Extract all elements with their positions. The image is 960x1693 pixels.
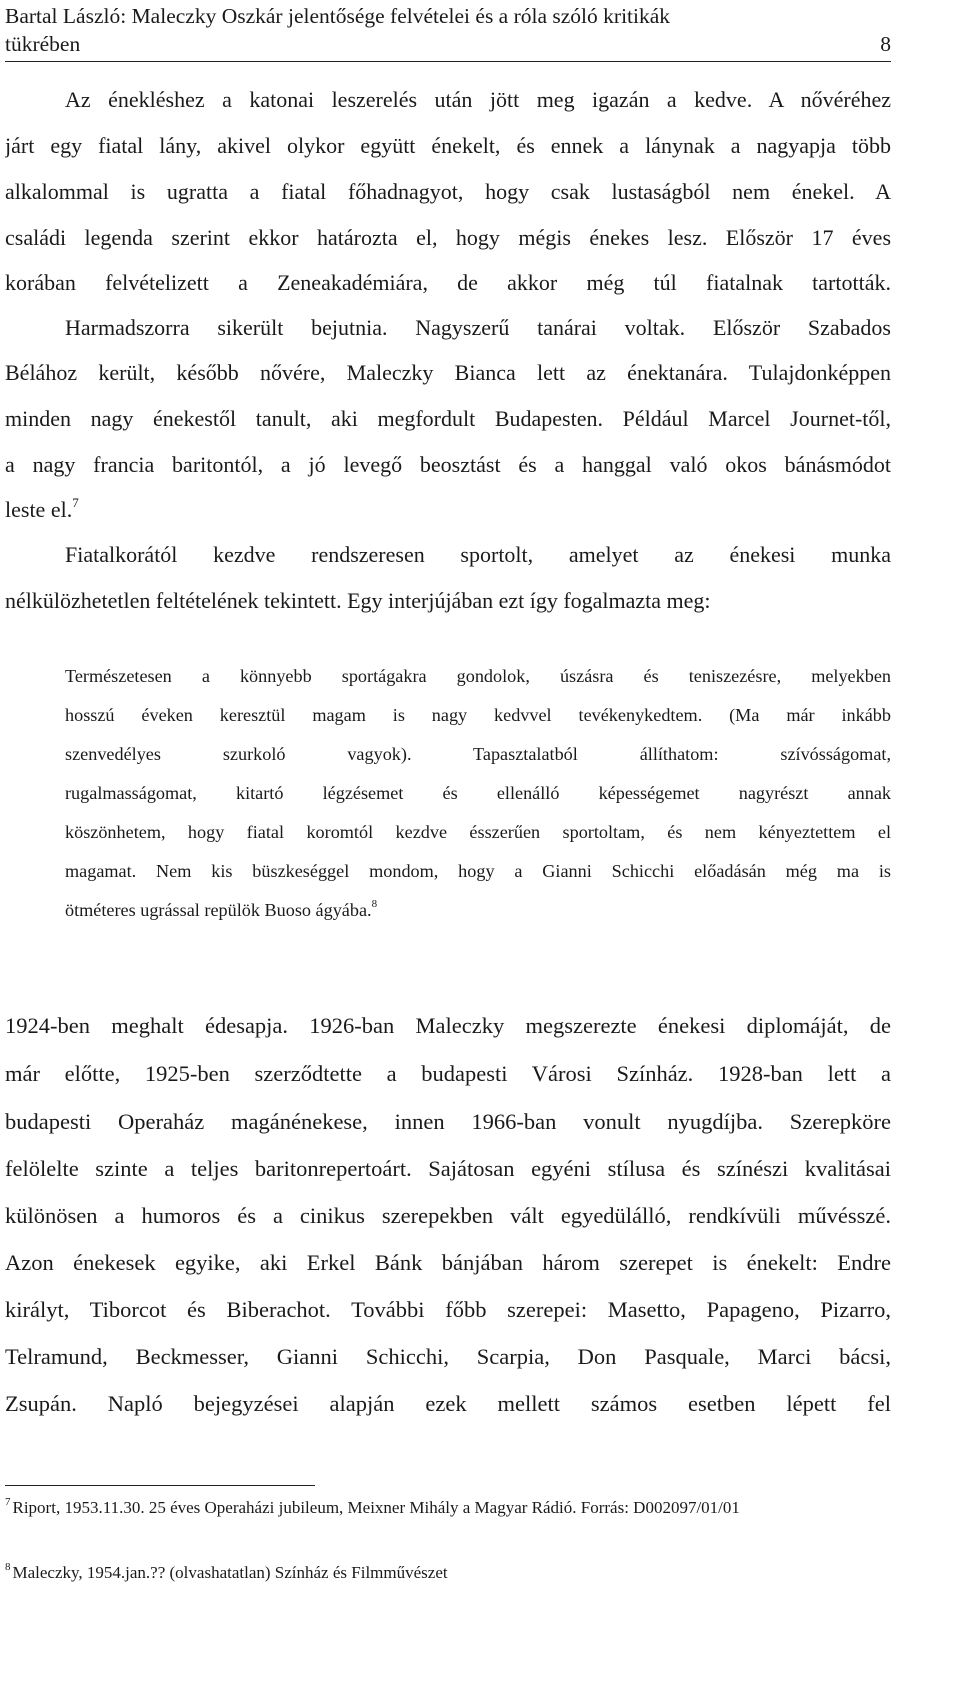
quote-line: köszönhetem, hogy fiatal koromtól kezdve ésszerűen sportoltam, és nem kényeztettem el	[65, 822, 891, 842]
quote-line-content: ötméteres ugrással repülök Buoso ágyába.	[65, 900, 372, 920]
footnote-separator	[5, 1485, 315, 1486]
footnote-text: Maleczky, 1954.jan.?? (olvashatatlan) Színház és Filmművészet	[12, 1563, 448, 1582]
text-line: már előtte, 1925-ben szerződtette a budapesti Városi Színház. 1928-ban lett a	[5, 1061, 891, 1086]
text-line: budapesti Operaház magánénekese, innen 1966-ban vonult nyugdíjba. Szerepköre	[5, 1109, 891, 1134]
quote-line: rugalmasságomat, kitartó légzésemet és ellenálló képességemet nagyrészt annak	[65, 783, 891, 803]
text-line: Fiatalkorától kezdve rendszeresen sportolt, amelyet az énekesi munka	[65, 542, 891, 567]
text-line	[5, 495, 891, 525]
text-line: a nagy francia baritontól, a jó levegő beosztást és a hanggal való okos bánásmódot	[5, 452, 891, 477]
footnote-number: 8	[5, 1561, 11, 1573]
text-line: járt egy fiatal lány, akivel olykor együtt énekelt, és ennek a lánynak a nagyapja több	[5, 133, 891, 158]
text-line: királyt, Tiborcot és Biberachot. További főbb szerepei: Masetto, Papageno, Pizarro,	[5, 1297, 891, 1322]
footnote-8	[5, 1560, 891, 1585]
text-line: Az énekléshez a katonai leszerelés után jött meg igazán a kedve. A nővéréhez	[65, 87, 891, 112]
text-line: Harmadszorra sikerült bejutnia. Nagyszerű tanárai voltak. Először Szabados	[65, 315, 891, 340]
text-line: alkalommal is ugratta a fiatal főhadnagyot, hogy csak lustaságból nem énekel. A	[5, 179, 891, 204]
text-line: minden nagy énekestől tanult, aki megfordult Budapesten. Például Marcel Journet-től,	[5, 406, 891, 431]
text-line: 1924-ben meghalt édesapja. 1926-ban Maleczky megszerezte énekesi diplomáját, de	[5, 1013, 891, 1038]
header-title-line-2: tükrében	[5, 32, 81, 56]
text-line: különösen a humoros és a cinikus szerepekben vált egyedülálló, rendkívüli művésszé.	[5, 1203, 891, 1228]
footnote-7	[5, 1495, 891, 1520]
text-line: nélkülözhetetlen feltételének tekintett. Egy interjújában ezt így fogalmazta meg:	[5, 588, 711, 613]
text-line: felölelte szinte a teljes baritonrepertoárt. Sajátosan egyéni stílusa és színészi kvalitásai	[5, 1156, 891, 1181]
header-title-line-1: Bartal László: Maleczky Oszkár jelentősége felvételei és a róla szóló kritikák	[5, 4, 671, 28]
quote-line: szenvedélyes szurkoló vagyok). Tapasztalatból állíthatom: szívósságomat,	[65, 744, 891, 764]
text-line: Telramund, Beckmesser, Gianni Schicchi, Scarpia, Don Pasquale, Marci bácsi,	[5, 1344, 891, 1369]
quote-line: Természetesen a könnyebb sportágakra gondolok, úszásra és teniszezésre, melyekben	[65, 666, 891, 686]
running-header	[5, 2, 891, 58]
quote-line: hosszú éveken keresztül magam is nagy kedvvel tevékenykedtem. (Ma már inkább	[65, 705, 891, 725]
text-line: Zsupán. Napló bejegyzései alapján ezek mellett számos esetben lépett fel	[5, 1391, 891, 1416]
text-line-content: leste el.	[5, 497, 73, 522]
footnote-ref-7[interactable]: 7	[72, 495, 79, 510]
text-line: családi legenda szerint ekkor határozta el, hogy mégis énekes lesz. Először 17 éves	[5, 225, 891, 250]
header-rule	[5, 61, 891, 62]
quote-line: magamat. Nem kis büszkeséggel mondom, hogy a Gianni Schicchi előadásán még ma is	[65, 861, 891, 881]
footnote-text: Riport, 1953.11.30. 25 éves Operaházi jubileum, Meixner Mihály a Magyar Rádió. Forrás: D002097/01/01	[12, 1498, 740, 1517]
footnote-number: 7	[5, 1496, 11, 1508]
footnote-ref-8[interactable]: 8	[371, 898, 378, 910]
quote-line	[65, 897, 891, 923]
text-line: Azon énekesek egyike, aki Erkel Bánk bánjában három szerepet is énekelt: Endre	[5, 1250, 891, 1275]
text-line: Bélához került, később nővére, Maleczky Bianca lett az énektanára. Tulajdonképpen	[5, 360, 891, 385]
page-number: 8	[880, 32, 891, 56]
text-line: korában felvételizett a Zeneakadémiára, de akkor még túl fiatalnak tartották.	[5, 270, 891, 295]
